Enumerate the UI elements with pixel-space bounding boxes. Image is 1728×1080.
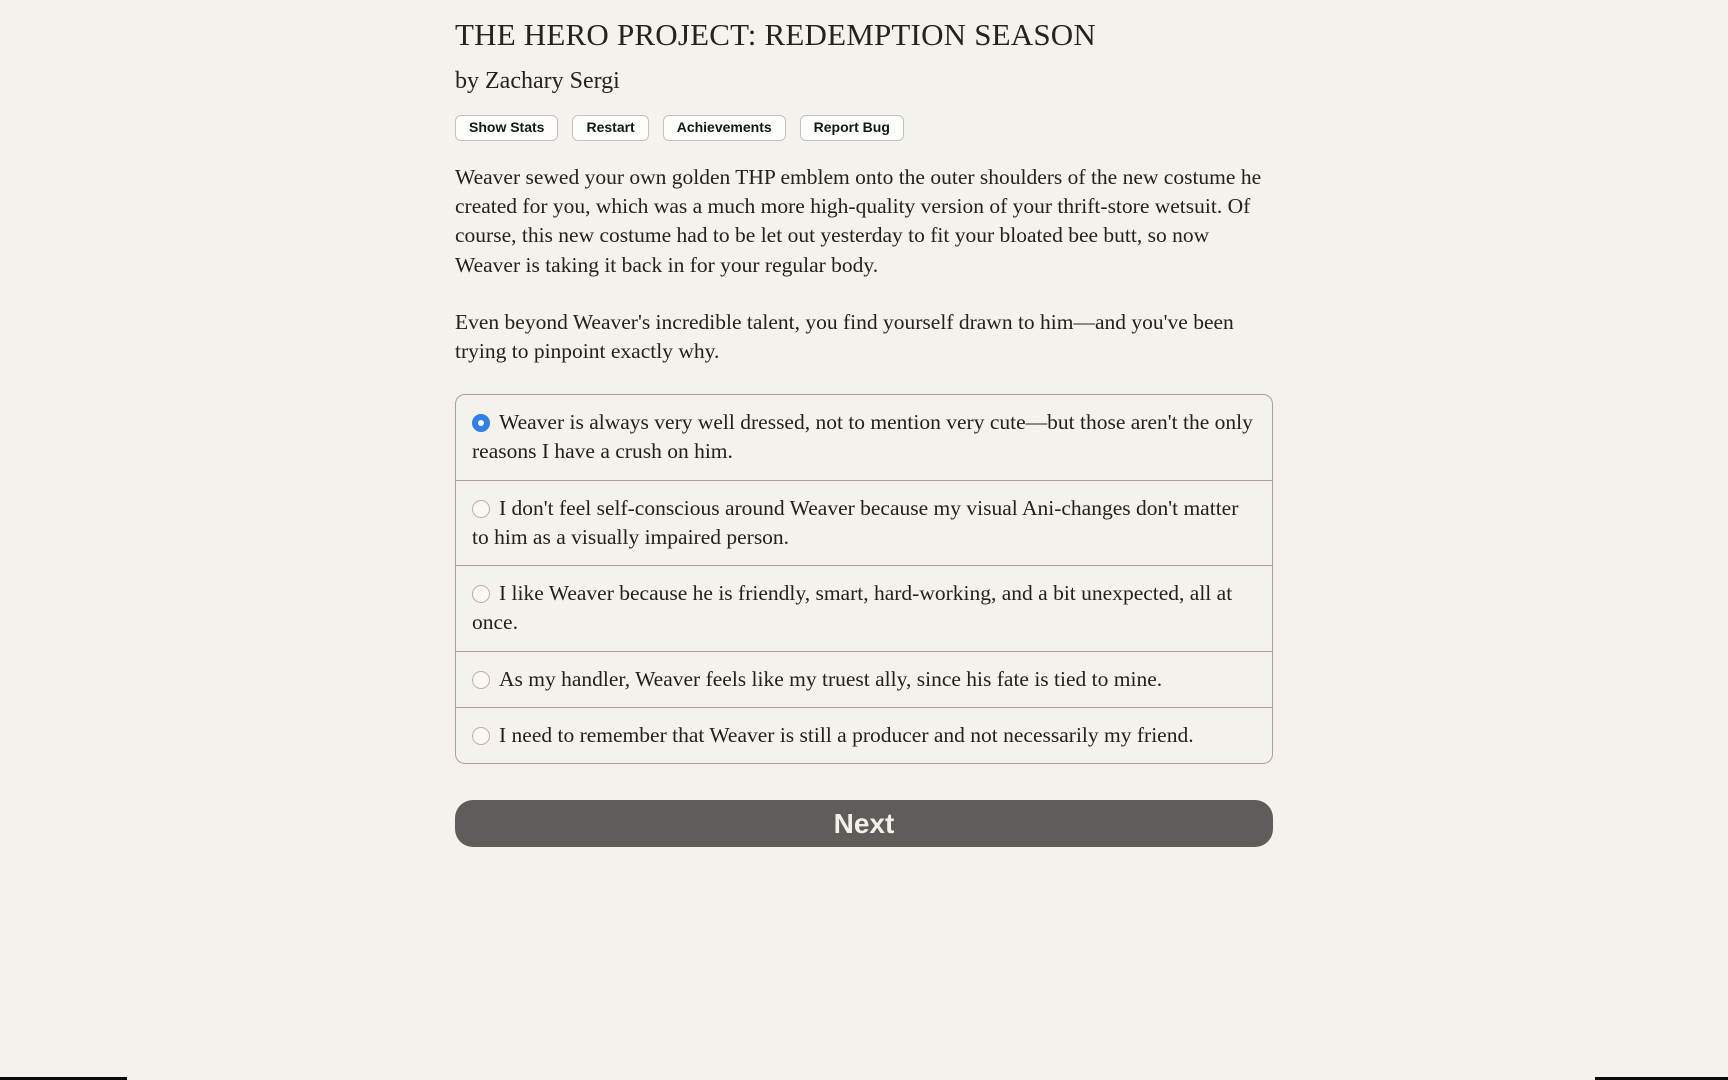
story-paragraph: Even beyond Weaver's incredible talent, you find yourself drawn to him—and you've been trying to pinpoint exactly why. bbox=[455, 309, 1234, 363]
toolbar-button[interactable]: Restart bbox=[572, 115, 648, 141]
radio-button-icon[interactable] bbox=[472, 671, 490, 689]
choice-option-row[interactable] bbox=[456, 565, 1272, 650]
choice-option-label: I don't feel self-conscious around Weaver because my visual Ani-changes don't matter to him as a visually impaired person. bbox=[472, 495, 1239, 549]
story-text bbox=[455, 163, 1273, 366]
story-page bbox=[455, 0, 1273, 847]
choice-option-row[interactable] bbox=[456, 651, 1272, 707]
choice-option-row[interactable] bbox=[456, 395, 1272, 479]
radio-button-icon[interactable] bbox=[472, 727, 490, 745]
choice-option-row[interactable] bbox=[456, 707, 1272, 763]
choice-option-row[interactable] bbox=[456, 480, 1272, 565]
story-paragraph: Weaver sewed your own golden THP emblem onto the outer shoulders of the new costume he created for you, which was a much more high-quality version of your thrift-store wetsuit. Of course, this new costume had to be let out yesterday to fit your bloated bee butt, so now Weaver is taking it back in for your regular body. bbox=[455, 164, 1262, 277]
page-title: THE HERO PROJECT: REDEMPTION SEASON bbox=[455, 17, 1096, 52]
radio-button-icon[interactable] bbox=[472, 414, 490, 432]
choice-option-label: As my handler, Weaver feels like my truest ally, since his fate is tied to mine. bbox=[499, 666, 1163, 691]
radio-button-icon[interactable] bbox=[472, 585, 490, 603]
choice-option-label: Weaver is always very well dressed, not to mention very cute—but those aren't the only reasons I have a crush on him. bbox=[472, 410, 1253, 464]
toolbar-button[interactable]: Report Bug bbox=[800, 115, 904, 141]
toolbar-button[interactable]: Show Stats bbox=[455, 115, 558, 141]
choice-option-label: I like Weaver because he is friendly, smart, hard-working, and a bit unexpected, all at once. bbox=[472, 581, 1233, 635]
toolbar-button[interactable]: Achievements bbox=[663, 115, 786, 141]
author-byline: by Zachary Sergi bbox=[455, 68, 620, 94]
choice-options-group bbox=[455, 394, 1273, 764]
radio-button-icon[interactable] bbox=[472, 500, 490, 518]
choice-option-label: I need to remember that Weaver is still a producer and not necessarily my friend. bbox=[499, 722, 1194, 747]
next-button[interactable]: Next bbox=[455, 800, 1273, 847]
toolbar bbox=[455, 115, 1273, 141]
